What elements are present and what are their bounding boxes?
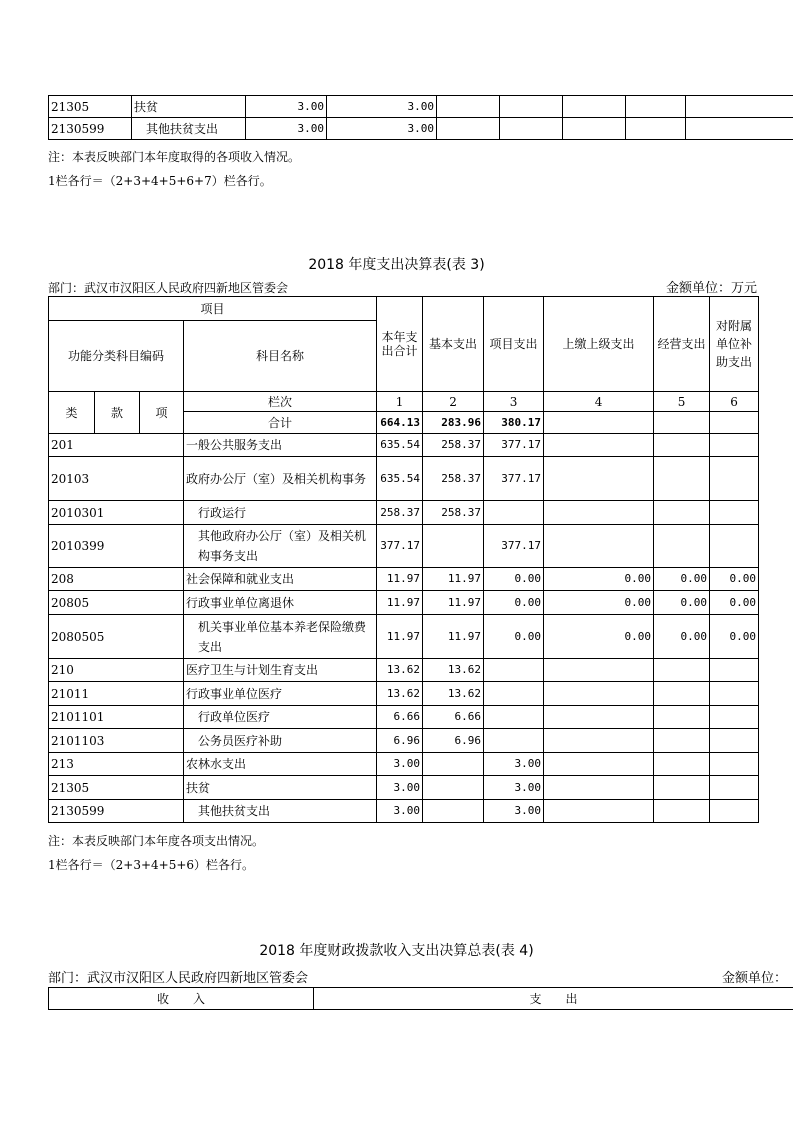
code-cell: 2130599 (49, 118, 132, 140)
name-cell: 其他扶贫支出 (132, 118, 246, 140)
subsidy-value (710, 753, 759, 776)
income-header: 收 入 (49, 988, 314, 1010)
subsidy-value (710, 800, 759, 823)
upper-value (544, 776, 654, 800)
basic-value: 6.96 (423, 729, 484, 753)
value-cell: 3.00 (246, 96, 327, 118)
basic-value (423, 776, 484, 800)
upper-value (544, 434, 654, 457)
project-value: 377.17 (484, 457, 544, 501)
basic-value: 6.66 (423, 706, 484, 729)
table-row (49, 776, 759, 800)
upper-value (544, 800, 654, 823)
xiang-header: 项 (140, 392, 184, 434)
code-cell: 2130599 (49, 800, 184, 823)
project-value (484, 682, 544, 706)
subsidy-value (710, 682, 759, 706)
project-expense-header: 项目支出 (484, 297, 544, 392)
basic-value: 11.97 (423, 568, 484, 591)
subsidy-value (710, 706, 759, 729)
table-note: 注：本表反映部门本年度取得的各项收入情况。 (48, 150, 301, 164)
code-cell: 208 (49, 568, 184, 591)
page-title: 2018 年度支出决算表(表 3) (308, 257, 485, 273)
subsidy-value: 0.00 (710, 615, 759, 659)
basic-header: 基本支出 (423, 297, 484, 392)
business-value: 0.00 (654, 591, 710, 615)
top-continuation-table (48, 95, 793, 140)
upper-value (544, 729, 654, 753)
basic-value: 258.37 (423, 457, 484, 501)
basic-value: 283.96 (423, 412, 484, 434)
name-cell: 农林水支出 (184, 753, 377, 776)
name-cell: 行政运行 (184, 501, 377, 525)
basic-value (423, 753, 484, 776)
name-cell: 社会保障和就业支出 (184, 568, 377, 591)
code-cell: 20103 (49, 457, 184, 501)
code-cell: 213 (49, 753, 184, 776)
col-number: 2 (423, 392, 484, 412)
code-cell: 20805 (49, 591, 184, 615)
project-value: 3.00 (484, 800, 544, 823)
business-value (654, 457, 710, 501)
code-cell: 2101101 (49, 706, 184, 729)
table-row (49, 800, 759, 823)
subsidy-value (710, 525, 759, 568)
value-cell: 3.00 (327, 96, 437, 118)
business-value (654, 434, 710, 457)
total-value: 3.00 (377, 776, 423, 800)
name-cell: 公务员医疗补助 (184, 729, 377, 753)
total-value: 377.17 (377, 525, 423, 568)
table-row (49, 682, 759, 706)
name-cell: 行政单位医疗 (184, 706, 377, 729)
basic-value: 11.97 (423, 591, 484, 615)
subsidy-value: 0.00 (710, 568, 759, 591)
basic-value (423, 525, 484, 568)
project-value: 0.00 (484, 568, 544, 591)
code-cell: 21305 (49, 776, 184, 800)
header-row (49, 392, 759, 412)
table-row (49, 525, 759, 568)
expense-header: 支 出 (314, 988, 793, 1010)
subsidy-value: 0.00 (710, 591, 759, 615)
table-note: 注：本表反映部门本年度各项支出情况。 (48, 834, 265, 848)
func-code-header: 功能分类科目编码 (49, 321, 184, 392)
header-row (49, 297, 759, 321)
upper-value (544, 457, 654, 501)
fiscal-summary-table (48, 987, 793, 1010)
table-row (49, 706, 759, 729)
basic-value: 11.97 (423, 615, 484, 659)
table-note: 1栏各行＝（2+3+4+5+6+7）栏各行。 (48, 174, 272, 188)
table-row (49, 457, 759, 501)
total-value: 13.62 (377, 682, 423, 706)
business-value: 0.00 (654, 568, 710, 591)
business-value (654, 525, 710, 568)
name-cell: 行政事业单位离退休 (184, 591, 377, 615)
project-header: 项目 (49, 297, 377, 321)
total-value: 6.66 (377, 706, 423, 729)
total-value: 635.54 (377, 434, 423, 457)
name-cell: 其他政府办公厅（室）及相关机构事务支出 (184, 525, 377, 568)
business-value (654, 706, 710, 729)
project-value (484, 501, 544, 525)
upper-value: 0.00 (544, 568, 654, 591)
code-cell: 210 (49, 659, 184, 682)
code-cell: 2010301 (49, 501, 184, 525)
table-row (49, 615, 759, 659)
project-value: 3.00 (484, 776, 544, 800)
business-value: 0.00 (654, 615, 710, 659)
total-value: 11.97 (377, 568, 423, 591)
project-value: 380.17 (484, 412, 544, 434)
upper-value (544, 659, 654, 682)
upper-value (544, 682, 654, 706)
total-value: 3.00 (377, 800, 423, 823)
table-row (49, 434, 759, 457)
upper-value: 0.00 (544, 615, 654, 659)
col-number: 3 (484, 392, 544, 412)
business-value (654, 682, 710, 706)
table-row (49, 753, 759, 776)
table-row (49, 118, 793, 140)
basic-value (423, 800, 484, 823)
total-value: 3.00 (377, 753, 423, 776)
subsidy-header: 对附属单位补助支出 (710, 297, 759, 392)
total-value: 6.96 (377, 729, 423, 753)
kuan-header: 款 (95, 392, 140, 434)
table-row (49, 96, 793, 118)
department-label: 部门：武汉市汉阳区人民政府四新地区管委会 (48, 281, 289, 295)
heji-label: 合计 (184, 412, 377, 434)
name-cell: 扶贫 (184, 776, 377, 800)
total-header: 本年支出合计 (377, 297, 423, 392)
col-number: 6 (710, 392, 759, 412)
table-row (49, 568, 759, 591)
name-cell: 医疗卫生与计划生育支出 (184, 659, 377, 682)
upper-value (544, 525, 654, 568)
subsidy-value (710, 434, 759, 457)
code-cell: 201 (49, 434, 184, 457)
table-row (49, 501, 759, 525)
project-value (484, 659, 544, 682)
upper-value (544, 753, 654, 776)
lei-header: 类 (49, 392, 95, 434)
business-value (654, 659, 710, 682)
total-value: 258.37 (377, 501, 423, 525)
upper-value: 0.00 (544, 591, 654, 615)
subsidy-value (710, 729, 759, 753)
basic-value: 258.37 (423, 434, 484, 457)
table-note: 1栏各行＝（2+3+4+5+6）栏各行。 (48, 858, 255, 872)
name-cell: 一般公共服务支出 (184, 434, 377, 457)
business-header: 经营支出 (654, 297, 710, 392)
project-value: 3.00 (484, 753, 544, 776)
name-cell: 扶贫 (132, 96, 246, 118)
basic-value: 258.37 (423, 501, 484, 525)
code-cell: 2101103 (49, 729, 184, 753)
project-value (484, 729, 544, 753)
amount-unit-label: 金额单位：万元 (665, 281, 757, 296)
business-value (654, 800, 710, 823)
total-value: 13.62 (377, 659, 423, 682)
total-value: 664.13 (377, 412, 423, 434)
name-cell: 机关事业单位基本养老保险缴费支出 (184, 615, 377, 659)
basic-value: 13.62 (423, 682, 484, 706)
table-row (49, 729, 759, 753)
total-value: 11.97 (377, 615, 423, 659)
business-value (654, 776, 710, 800)
value-cell: 3.00 (246, 118, 327, 140)
code-cell: 2010399 (49, 525, 184, 568)
subsidy-value (710, 659, 759, 682)
upper-value (544, 501, 654, 525)
subsidy-value (710, 501, 759, 525)
header-row (49, 988, 793, 1010)
basic-value: 13.62 (423, 659, 484, 682)
lanci-header: 栏次 (184, 392, 377, 412)
project-value: 0.00 (484, 591, 544, 615)
col-number: 4 (544, 392, 654, 412)
expenditure-table (48, 296, 759, 823)
value-cell: 3.00 (327, 118, 437, 140)
total-value: 635.54 (377, 457, 423, 501)
code-cell: 2080505 (49, 615, 184, 659)
col-number: 5 (654, 392, 710, 412)
subsidy-value (710, 457, 759, 501)
subsidy-value (710, 776, 759, 800)
code-cell: 21305 (49, 96, 132, 118)
table-row (49, 591, 759, 615)
total-value: 11.97 (377, 591, 423, 615)
project-value (484, 706, 544, 729)
project-value: 377.17 (484, 525, 544, 568)
subject-name-header: 科目名称 (184, 321, 377, 392)
name-cell: 其他扶贫支出 (184, 800, 377, 823)
business-value (654, 753, 710, 776)
name-cell: 政府办公厅（室）及相关机构事务 (184, 457, 377, 501)
business-value (654, 501, 710, 525)
page-title: 2018 年度财政拨款收入支出决算总表(表 4) (259, 943, 534, 959)
business-value (654, 729, 710, 753)
project-value: 0.00 (484, 615, 544, 659)
code-cell: 21011 (49, 682, 184, 706)
col-number: 1 (377, 392, 423, 412)
upper-value (544, 706, 654, 729)
name-cell: 行政事业单位医疗 (184, 682, 377, 706)
project-value: 377.17 (484, 434, 544, 457)
table-row (49, 659, 759, 682)
upper-header: 上缴上级支出 (544, 297, 654, 392)
amount-unit-label: 金额单位： (722, 971, 788, 986)
department-label: 部门：武汉市汉阳区人民政府四新地区管委会 (48, 971, 309, 986)
